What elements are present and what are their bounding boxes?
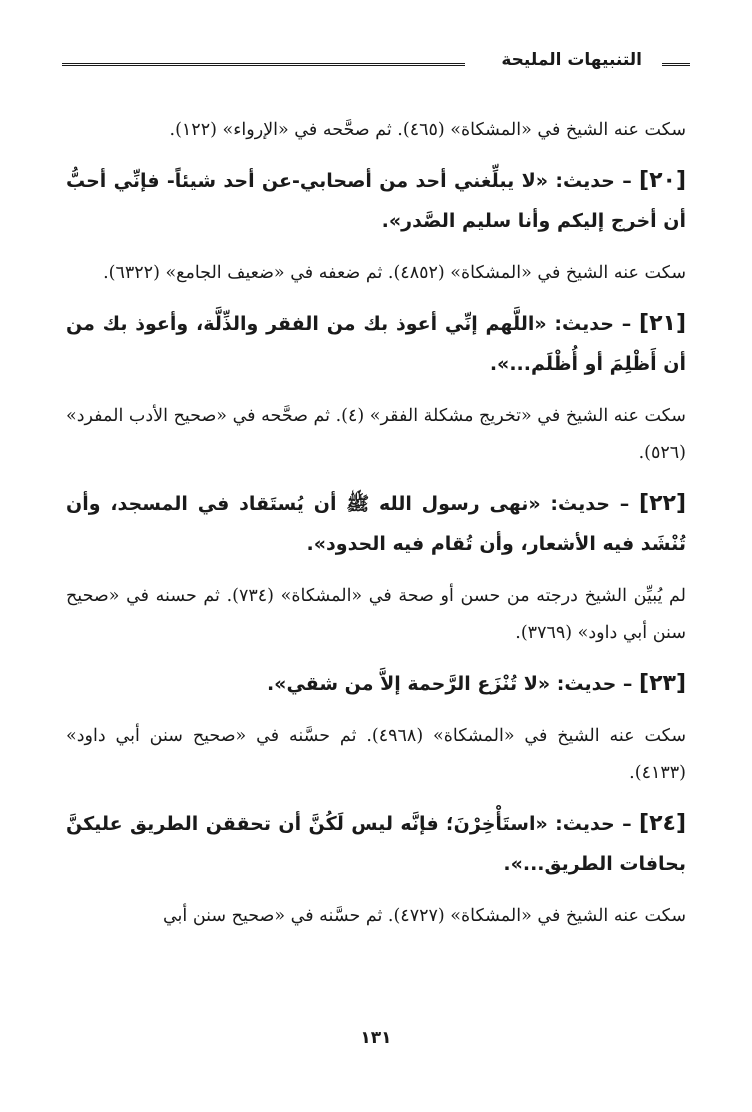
note-paragraph: [66, 898, 686, 935]
hadith-entry: [66, 161, 686, 241]
header-rule-right: [662, 63, 690, 66]
note-paragraph: [66, 112, 686, 149]
hadith-entry: [66, 484, 686, 564]
page-number: ١٣١: [360, 1028, 392, 1048]
note-text: سكت عنه الشيخ في «المشكاة» (٤٧٢٧). ثم حسَّنه في «صحيح سنن أبي: [162, 906, 686, 926]
note-text: لم يُبيِّن الشيخ درجته من حسن أو صحة في «المشكاة» (٧٣٤). ثم حسنه في «صحيح سنن أبي داود» (٣٧٦٩).: [66, 586, 686, 643]
hadith-number: [٢٢]: [639, 491, 686, 516]
hadith-text: – حديث: «اللَّهم إنِّي أعوذ بك من الفقر والذِّلَّة، وأعوذ بك من أن أَظْلِمَ أو أُظْلَم...».: [66, 313, 686, 375]
hadith-text: – حديث: «لا يبلِّغني أحد من أصحابي-عن أحد شيئاً- فإنِّي أحبُّ أن أخرج إليكم وأنا سليم الصَّدر».: [66, 170, 686, 232]
hadith-entry: [66, 664, 686, 704]
hadith-number: [٢٤]: [639, 811, 686, 836]
header-rule-left: [62, 63, 465, 66]
note-text: سكت عنه الشيخ في «تخريج مشكلة الفقر» (٤). ثم صحَّحه في «صحيح الأدب المفرد» (٥٢٦).: [66, 406, 686, 463]
hadith-text: – حديث: «استَأْخِرْنَ؛ فإنَّه ليس لَكُنَّ أن تحققن الطريق عليكنَّ بحافات الطريق...».: [66, 813, 686, 875]
note-paragraph: [66, 255, 686, 292]
page-content: [66, 112, 686, 947]
hadith-entry: [66, 804, 686, 884]
note-paragraph: [66, 718, 686, 792]
note-text: سكت عنه الشيخ في «المشكاة» (٤٩٦٨). ثم حسَّنه في «صحيح سنن أبي داود» (٤١٣٣).: [66, 726, 686, 783]
note-text: سكت عنه الشيخ في «المشكاة» (٤٨٥٢). ثم ضعفه في «ضعيف الجامع» (٦٣٢٢).: [103, 263, 686, 283]
hadith-entry: [66, 304, 686, 384]
hadith-number: [٢١]: [639, 311, 686, 336]
note-paragraph: [66, 398, 686, 472]
note-text: سكت عنه الشيخ في «المشكاة» (٤٦٥). ثم صحَّحه في «الإرواء» (١٢٢).: [169, 120, 686, 140]
hadith-number: [٢٣]: [639, 671, 686, 696]
hadith-number: [٢٠]: [639, 168, 686, 193]
header-title: التنبيهات المليحة: [493, 50, 650, 70]
running-header: [62, 50, 690, 76]
hadith-text: – حديث: «لا تُنْزَع الرَّحمة إلاَّ من شقي».: [266, 673, 640, 695]
note-paragraph: [66, 578, 686, 652]
hadith-text: – حديث: «نهى رسول الله ﷺ أن يُستَقاد في المسجد، وأن تُنْشَد فيه الأشعار، وأن تُقام فيه الحدود».: [66, 493, 686, 555]
